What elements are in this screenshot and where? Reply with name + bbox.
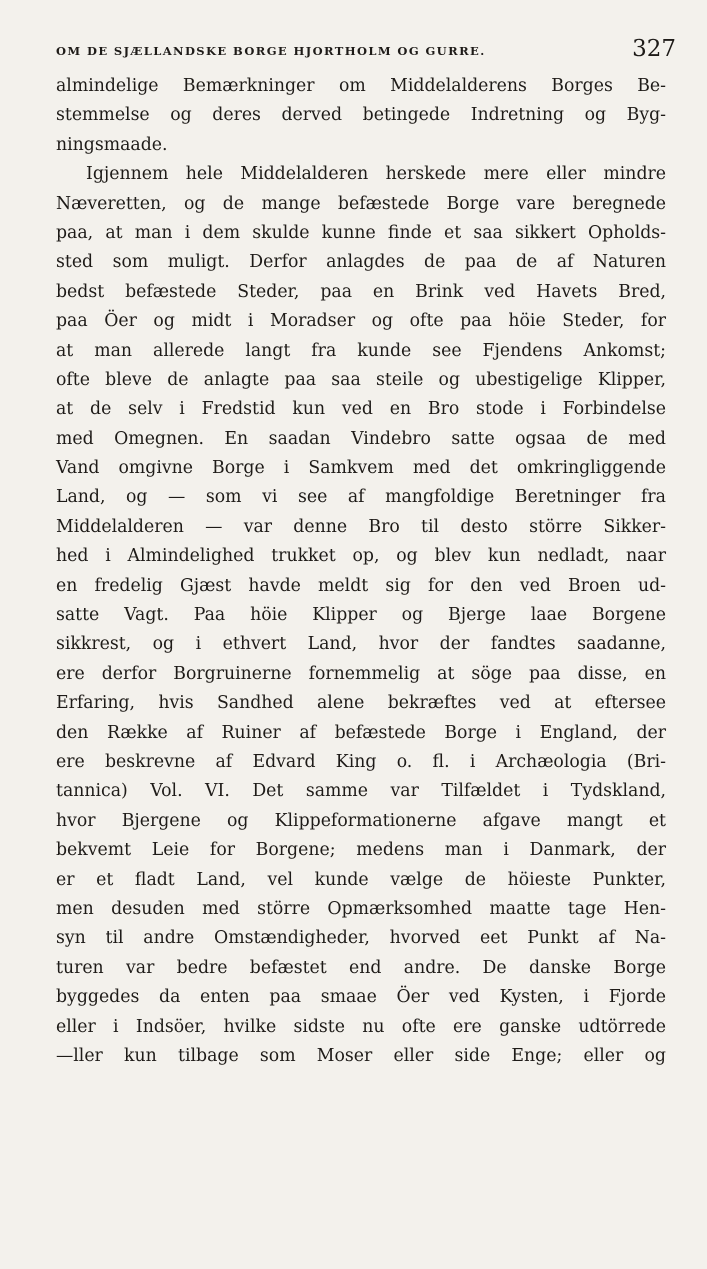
text-line: ere beskrevne af Edvard King o. fl. i Archæologia (Bri-: [56, 751, 666, 772]
text-line: Land, og — som vi see af mangfoldige Beretninger fra: [56, 487, 666, 508]
text-line: Middelalderen — var denne Bro til desto större Sikker-: [56, 516, 666, 537]
text-line: almindelige Bemærkninger om Middelalderens Borges Be-: [56, 76, 666, 96]
text-line: —ller kun tilbage som Moser eller side Enge; eller og: [56, 1045, 666, 1066]
text-line: ere derfor Borgruinerne fornemmelig at söge paa disse, en: [56, 663, 666, 684]
text-line: eller i Indsöer, hvilke sidste nu ofte ere ganske udtörrede: [56, 1016, 666, 1037]
running-head: [56, 36, 676, 66]
text-line: Igjennem hele Middelalderen herskede mere eller mindre: [86, 164, 666, 185]
text-line: bedst befæstede Steder, paa en Brink ved Havets Bred,: [56, 281, 666, 302]
text-line: en fredelig Gjæst havde meldt sig for den ved Broen ud-: [56, 575, 666, 596]
text-line: turen var bedre befæstet end andre. De danske Borge: [56, 957, 666, 978]
text-line: paa, at man i dem skulde kunne finde et saa sikkert Opholds-: [56, 222, 666, 243]
text-line: hvor Bjergene og Klippeformationerne afgave mangt et: [56, 810, 666, 831]
text-line: byggedes da enten paa smaae Öer ved Kysten, i Fjorde: [56, 987, 666, 1008]
text-line: hed i Almindelighed trukket op, og blev kun nedladt, naar: [56, 546, 666, 567]
text-line: Næveretten, og de mange befæstede Borge vare beregnede: [56, 193, 666, 214]
text-line: Vand omgivne Borge i Samkvem med det omkringliggende: [56, 458, 666, 479]
text-line: satte Vagt. Paa höie Klipper og Bjerge laae Borgene: [56, 605, 666, 626]
text-line: er et fladt Land, vel kunde vælge de höieste Punkter,: [56, 869, 666, 890]
body-text: [56, 72, 666, 1071]
text-line: stemmelse og deres derved betingede Indretning og Byg-: [56, 105, 666, 126]
text-line: tannica) Vol. VI. Det samme var Tilfældet i Tydskland,: [56, 781, 666, 802]
running-title: OM DE SJÆLLANDSKE BORGE HJORTHOLM OG GURRE.: [56, 44, 486, 58]
text-line: ningsmaade.: [56, 134, 168, 155]
text-line: Erfaring, hvis Sandhed alene bekræftes ved at eftersee: [56, 693, 666, 714]
text-line: at de selv i Fredstid kun ved en Bro stode i Forbindelse: [56, 399, 666, 420]
text-line: ofte bleve de anlagte paa saa steile og ubestigelige Klipper,: [56, 369, 666, 390]
page-number: 327: [632, 36, 676, 62]
text-line: sikkrest, og i ethvert Land, hvor der fandtes saadanne,: [56, 634, 666, 655]
text-line: men desuden med större Opmærksomhed maatte tage Hen-: [56, 898, 666, 919]
text-line: bekvemt Leie for Borgene; medens man i Danmark, der: [56, 840, 666, 861]
text-line: sted som muligt. Derfor anlagdes de paa de af Naturen: [56, 252, 666, 273]
text-line: med Omegnen. En saadan Vindebro satte ogsaa de med: [56, 428, 666, 449]
text-line: syn til andre Omstændigheder, hvorved eet Punkt af Na-: [56, 928, 666, 949]
text-line: paa Öer og midt i Moradser og ofte paa höie Steder, for: [56, 311, 666, 332]
text-line: at man allerede langt fra kunde see Fjendens Ankomst;: [56, 340, 666, 361]
text-line: den Række af Ruiner af befæstede Borge i England, der: [56, 722, 666, 743]
